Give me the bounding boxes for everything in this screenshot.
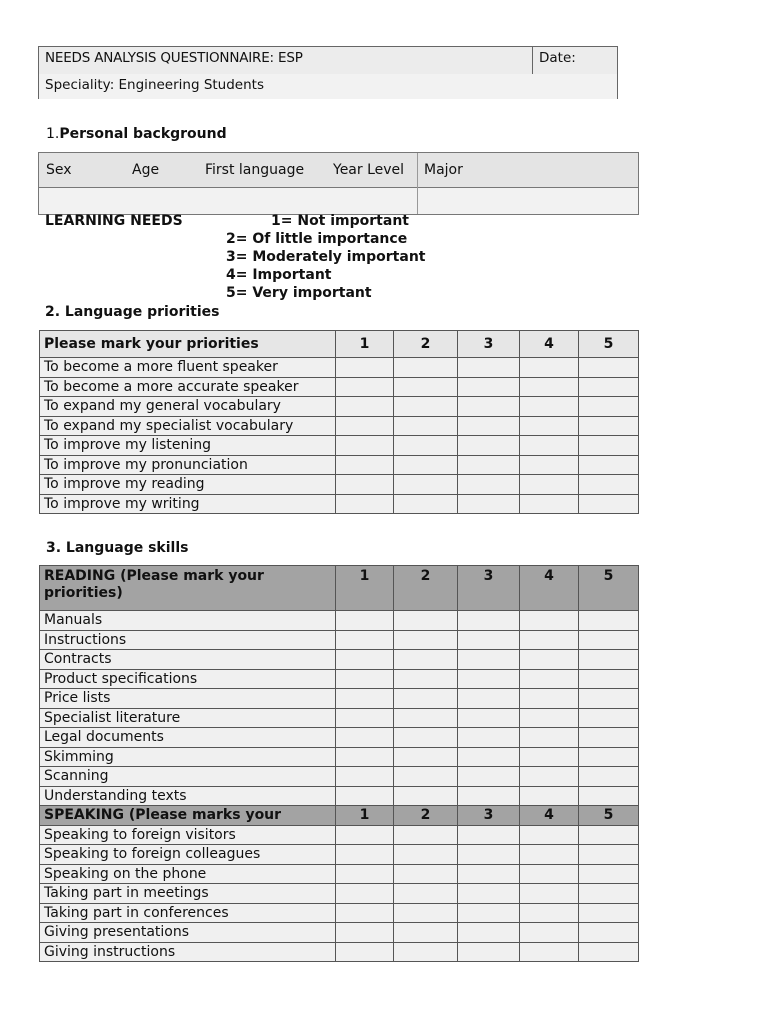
row-label: Price lists [40, 689, 336, 709]
rating-cell-4[interactable] [520, 689, 579, 709]
rating-header-2: 2 [394, 331, 458, 358]
rating-cell-4[interactable] [520, 728, 579, 748]
rating-cell-4[interactable] [520, 786, 579, 806]
rating-cell-5[interactable] [579, 611, 639, 631]
row-label: To improve my listening [40, 436, 336, 456]
rating-cell-1[interactable] [336, 786, 394, 806]
rating-cell-5[interactable] [579, 942, 639, 962]
rating-cell-2[interactable] [394, 650, 458, 670]
rating-cell-4[interactable] [520, 494, 579, 514]
rating-cell-1[interactable] [336, 864, 394, 884]
row-label: Giving presentations [40, 923, 336, 943]
rating-cell-2[interactable] [394, 475, 458, 495]
rating-header-3: 3 [458, 331, 520, 358]
rating-cell-2[interactable] [394, 630, 458, 650]
rating-cell-2[interactable] [394, 767, 458, 787]
table-row [40, 630, 639, 650]
rating-cell-2[interactable] [394, 611, 458, 631]
reading-body [40, 611, 639, 806]
speaking-header-label: SPEAKING (Please marks your [40, 806, 336, 826]
rating-cell-4[interactable] [520, 475, 579, 495]
row-label: Specialist literature [40, 708, 336, 728]
scale-item-2: 2= Of little importance [226, 231, 408, 247]
table-row [40, 669, 639, 689]
rating-cell-1[interactable] [336, 436, 394, 456]
row-label: To improve my reading [40, 475, 336, 495]
priorities-header-label: Please mark your priorities [40, 331, 336, 358]
section-priorities-heading: 2. Language priorities [45, 304, 220, 320]
rating-cell-3[interactable] [458, 903, 520, 923]
rating-cell-5[interactable] [579, 416, 639, 436]
table-row [40, 455, 639, 475]
rating-cell-2[interactable] [394, 942, 458, 962]
row-label: Contracts [40, 650, 336, 670]
section-number: 1. [46, 126, 60, 142]
table-row [40, 377, 639, 397]
row-label: To improve my pronunciation [40, 455, 336, 475]
rating-cell-1[interactable] [336, 455, 394, 475]
rating-header-5: 5 [579, 331, 639, 358]
rating-cell-1[interactable] [336, 475, 394, 495]
row-label: Speaking to foreign visitors [40, 825, 336, 845]
rating-cell-4[interactable] [520, 942, 579, 962]
rating-cell-5[interactable] [579, 845, 639, 865]
rating-cell-5[interactable] [579, 689, 639, 709]
rating-cell-1[interactable] [336, 416, 394, 436]
rating-cell-4[interactable] [520, 455, 579, 475]
rating-cell-5[interactable] [579, 630, 639, 650]
rating-cell-1[interactable] [336, 689, 394, 709]
rating-cell-4[interactable] [520, 864, 579, 884]
rating-cell-2[interactable] [394, 728, 458, 748]
row-label: To expand my general vocabulary [40, 397, 336, 417]
rating-cell-3[interactable] [458, 377, 520, 397]
rating-cell-5[interactable] [579, 864, 639, 884]
rating-cell-4[interactable] [520, 825, 579, 845]
speaking-rating-3: 3 [458, 806, 520, 826]
rating-cell-1[interactable] [336, 747, 394, 767]
table-row [40, 650, 639, 670]
rating-cell-3[interactable] [458, 397, 520, 417]
table-row [40, 767, 639, 787]
rating-cell-2[interactable] [394, 416, 458, 436]
rating-cell-1[interactable] [336, 884, 394, 904]
row-label: Instructions [40, 630, 336, 650]
learning-needs-label: LEARNING NEEDS [45, 213, 183, 229]
speaking-rating-2: 2 [394, 806, 458, 826]
reading-header-label: READING (Please mark your priorities) [40, 566, 336, 611]
speaking-rating-4: 4 [520, 806, 579, 826]
row-label: Speaking to foreign colleagues [40, 845, 336, 865]
rating-cell-4[interactable] [520, 923, 579, 943]
document-title: NEEDS ANALYSIS QUESTIONNAIRE: ESP [45, 50, 303, 66]
rating-cell-3[interactable] [458, 416, 520, 436]
col-year-level: Year Level [333, 162, 405, 178]
table-row [40, 845, 639, 865]
reading-rating-3: 3 [458, 566, 520, 611]
rating-cell-4[interactable] [520, 747, 579, 767]
rating-cell-1[interactable] [336, 377, 394, 397]
rating-cell-1[interactable] [336, 650, 394, 670]
row-label: Taking part in conferences [40, 903, 336, 923]
reading-header-row [40, 566, 639, 611]
row-label: Understanding texts [40, 786, 336, 806]
rating-cell-2[interactable] [394, 689, 458, 709]
rating-cell-5[interactable] [579, 747, 639, 767]
rating-cell-4[interactable] [520, 767, 579, 787]
rating-cell-4[interactable] [520, 377, 579, 397]
rating-cell-3[interactable] [458, 669, 520, 689]
rating-cell-2[interactable] [394, 864, 458, 884]
rating-cell-2[interactable] [394, 884, 458, 904]
rating-cell-4[interactable] [520, 708, 579, 728]
rating-cell-2[interactable] [394, 455, 458, 475]
table-row [40, 884, 639, 904]
priorities-table [39, 330, 639, 514]
scale-item-3: 3= Moderately important [226, 249, 426, 265]
rating-cell-2[interactable] [394, 436, 458, 456]
rating-cell-2[interactable] [394, 708, 458, 728]
rating-cell-1[interactable] [336, 611, 394, 631]
date-label: Date: [539, 50, 576, 66]
row-label: To improve my writing [40, 494, 336, 514]
reading-rating-1: 1 [336, 566, 394, 611]
rating-cell-4[interactable] [520, 436, 579, 456]
personal-background-table [38, 152, 639, 215]
rating-cell-3[interactable] [458, 708, 520, 728]
rating-cell-1[interactable] [336, 845, 394, 865]
table-row [40, 475, 639, 495]
questionnaire-header [38, 46, 618, 100]
priorities-body [40, 358, 639, 514]
rating-cell-2[interactable] [394, 845, 458, 865]
rating-cell-1[interactable] [336, 903, 394, 923]
scale-item-1: 1= Not important [271, 213, 409, 229]
skills-table [39, 565, 639, 962]
section-personal-heading [46, 126, 227, 142]
rating-cell-4[interactable] [520, 845, 579, 865]
rating-cell-3[interactable] [458, 884, 520, 904]
rating-cell-3[interactable] [458, 923, 520, 943]
col-sex: Sex [46, 162, 72, 178]
table-row [40, 611, 639, 631]
rating-cell-1[interactable] [336, 494, 394, 514]
table-row [40, 903, 639, 923]
rating-cell-4[interactable] [520, 630, 579, 650]
rating-cell-3[interactable] [458, 747, 520, 767]
table-row [40, 416, 639, 436]
rating-cell-5[interactable] [579, 436, 639, 456]
row-label: Legal documents [40, 728, 336, 748]
table-row [40, 358, 639, 378]
section-skills-heading: 3. Language skills [46, 540, 189, 556]
row-label: Giving instructions [40, 942, 336, 962]
row-label: To become a more accurate speaker [40, 377, 336, 397]
table-row [40, 689, 639, 709]
speaking-body [40, 825, 639, 962]
rating-header-1: 1 [336, 331, 394, 358]
rating-cell-4[interactable] [520, 358, 579, 378]
rating-cell-1[interactable] [336, 358, 394, 378]
speaking-header-row [40, 806, 639, 826]
rating-cell-2[interactable] [394, 825, 458, 845]
col-major: Major [424, 162, 463, 178]
priorities-header-row [40, 331, 639, 358]
table-row [40, 436, 639, 456]
rating-cell-4[interactable] [520, 884, 579, 904]
rating-cell-3[interactable] [458, 786, 520, 806]
col-age: Age [132, 162, 160, 178]
table-row [40, 942, 639, 962]
reading-rating-2: 2 [394, 566, 458, 611]
table-row [40, 494, 639, 514]
row-label: Product specifications [40, 669, 336, 689]
row-label: Manuals [40, 611, 336, 631]
rating-cell-4[interactable] [520, 903, 579, 923]
rating-cell-2[interactable] [394, 377, 458, 397]
scale-item-5: 5= Very important [226, 285, 372, 301]
personal-answer-row[interactable] [39, 188, 638, 214]
rating-cell-2[interactable] [394, 494, 458, 514]
rating-cell-5[interactable] [579, 494, 639, 514]
rating-cell-1[interactable] [336, 767, 394, 787]
rating-cell-5[interactable] [579, 767, 639, 787]
rating-cell-2[interactable] [394, 358, 458, 378]
rating-cell-3[interactable] [458, 494, 520, 514]
rating-cell-4[interactable] [520, 650, 579, 670]
header-divider [532, 47, 533, 74]
row-label: To become a more fluent speaker [40, 358, 336, 378]
rating-cell-5[interactable] [579, 475, 639, 495]
table-row [40, 708, 639, 728]
rating-cell-3[interactable] [458, 942, 520, 962]
major-divider [417, 153, 418, 214]
rating-cell-3[interactable] [458, 767, 520, 787]
header-speciality-row [38, 74, 618, 99]
rating-cell-1[interactable] [336, 630, 394, 650]
rating-cell-4[interactable] [520, 416, 579, 436]
table-row [40, 728, 639, 748]
rating-cell-5[interactable] [579, 358, 639, 378]
rating-cell-1[interactable] [336, 923, 394, 943]
rating-cell-2[interactable] [394, 786, 458, 806]
row-label: Scanning [40, 767, 336, 787]
speciality-text: Speciality: Engineering Students [45, 77, 264, 93]
rating-cell-5[interactable] [579, 397, 639, 417]
speaking-rating-5: 5 [579, 806, 639, 826]
rating-cell-1[interactable] [336, 728, 394, 748]
row-label: Taking part in meetings [40, 884, 336, 904]
rating-cell-2[interactable] [394, 923, 458, 943]
personal-header-row [39, 153, 638, 188]
rating-cell-5[interactable] [579, 786, 639, 806]
rating-cell-5[interactable] [579, 903, 639, 923]
table-row [40, 786, 639, 806]
rating-cell-3[interactable] [458, 475, 520, 495]
rating-cell-3[interactable] [458, 689, 520, 709]
rating-header-4: 4 [520, 331, 579, 358]
rating-cell-3[interactable] [458, 611, 520, 631]
rating-cell-1[interactable] [336, 942, 394, 962]
table-row [40, 747, 639, 767]
header-title-row [38, 46, 618, 75]
rating-cell-1[interactable] [336, 825, 394, 845]
rating-cell-5[interactable] [579, 377, 639, 397]
rating-cell-5[interactable] [579, 650, 639, 670]
rating-cell-4[interactable] [520, 611, 579, 631]
table-row [40, 825, 639, 845]
rating-cell-2[interactable] [394, 903, 458, 923]
rating-cell-5[interactable] [579, 708, 639, 728]
scale-item-4: 4= Important [226, 267, 332, 283]
table-row [40, 397, 639, 417]
reading-rating-5: 5 [579, 566, 639, 611]
rating-cell-5[interactable] [579, 669, 639, 689]
table-row [40, 923, 639, 943]
rating-cell-1[interactable] [336, 708, 394, 728]
rating-cell-3[interactable] [458, 845, 520, 865]
section-title: Personal background [59, 126, 227, 142]
rating-cell-5[interactable] [579, 728, 639, 748]
rating-cell-4[interactable] [520, 669, 579, 689]
rating-cell-5[interactable] [579, 884, 639, 904]
rating-cell-5[interactable] [579, 923, 639, 943]
rating-cell-3[interactable] [458, 825, 520, 845]
rating-cell-5[interactable] [579, 455, 639, 475]
rating-cell-3[interactable] [458, 864, 520, 884]
rating-cell-3[interactable] [458, 650, 520, 670]
row-label: Speaking on the phone [40, 864, 336, 884]
rating-cell-5[interactable] [579, 825, 639, 845]
rating-cell-2[interactable] [394, 669, 458, 689]
rating-cell-2[interactable] [394, 397, 458, 417]
rating-cell-1[interactable] [336, 669, 394, 689]
rating-cell-2[interactable] [394, 747, 458, 767]
row-label: To expand my specialist vocabulary [40, 416, 336, 436]
rating-cell-4[interactable] [520, 397, 579, 417]
reading-rating-4: 4 [520, 566, 579, 611]
rating-cell-3[interactable] [458, 436, 520, 456]
rating-cell-3[interactable] [458, 358, 520, 378]
col-first-language: First language [205, 162, 305, 178]
rating-cell-1[interactable] [336, 397, 394, 417]
row-label: Skimming [40, 747, 336, 767]
rating-cell-3[interactable] [458, 630, 520, 650]
rating-cell-3[interactable] [458, 455, 520, 475]
speaking-rating-1: 1 [336, 806, 394, 826]
table-row [40, 864, 639, 884]
rating-cell-3[interactable] [458, 728, 520, 748]
